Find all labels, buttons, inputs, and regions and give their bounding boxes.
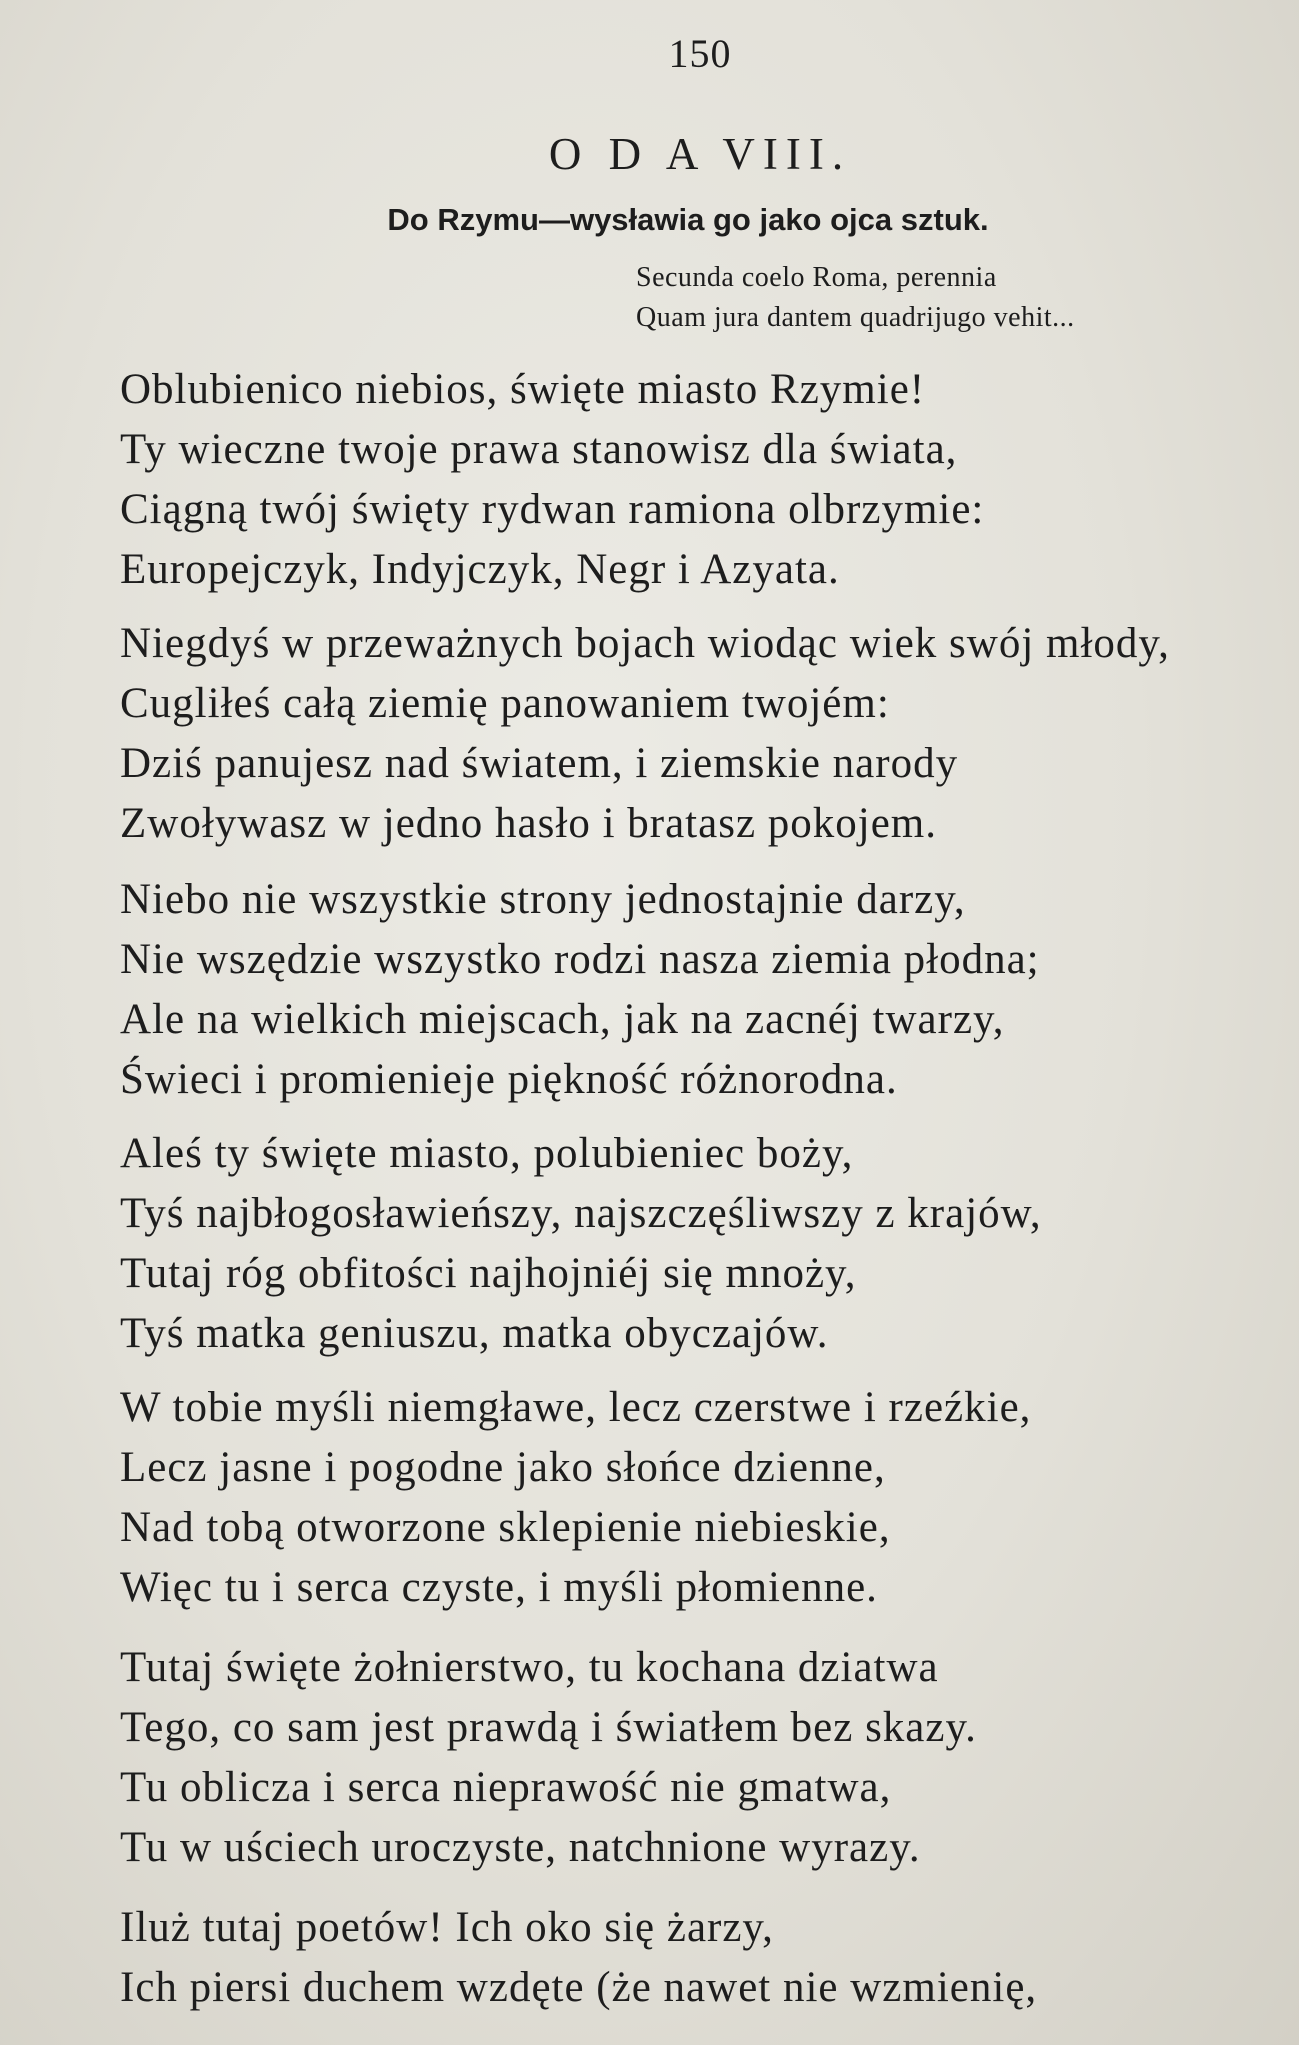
poem-body xyxy=(120,360,1270,2032)
epigraph-line: Quam jura dantem quadrijugo vehit... xyxy=(636,302,1075,333)
verse-line: Zwoływasz w jedno hasło i bratasz pokojem. xyxy=(120,800,938,847)
stanza xyxy=(120,1378,1270,1618)
stanza xyxy=(120,1638,1270,1878)
stanza xyxy=(120,614,1270,854)
verse-line: Tutaj róg obfitości najhojniéj się mnoży, xyxy=(120,1250,857,1297)
verse-line: Tu oblicza i serca nieprawość nie gmatwa, xyxy=(120,1764,892,1811)
verse-line: Ty wieczne twoje prawa stanowisz dla świata, xyxy=(120,426,958,473)
verse-line: Tyś matka geniuszu, matka obyczajów. xyxy=(120,1310,829,1357)
ode-subtitle: Do Rzymu—wysławia go jako ojca sztuk. xyxy=(387,202,989,237)
verse-line: Ciągną twój święty rydwan ramiona olbrzymie: xyxy=(120,486,985,533)
verse-line: Nad tobą otworzone sklepienie niebieskie, xyxy=(120,1504,891,1551)
verse-line: Tego, co sam jest prawdą i światłem bez skazy. xyxy=(120,1704,977,1751)
verse-line: Niegdyś w przeważnych bojach wiodąc wiek swój młody, xyxy=(120,620,1170,667)
verse-line: Iluż tutaj poetów! Ich oko się żarzy, xyxy=(120,1904,774,1951)
verse-line: W tobie myśli niemgławe, lecz czerstwe i rzeźkie, xyxy=(120,1384,1032,1431)
verse-line: Tutaj święte żołnierstwo, tu kochana dziatwa xyxy=(120,1644,939,1691)
verse-line: Lecz jasne i pogodne jako słońce dzienne, xyxy=(120,1444,886,1491)
verse-line: Ale na wielkich miejscach, jak na zacnéj twarzy, xyxy=(120,996,1005,1043)
epigraph xyxy=(636,258,1075,338)
stanza xyxy=(120,870,1270,1110)
verse-line: Niebo nie wszystkie strony jednostajnie darzy, xyxy=(120,876,966,923)
verse-line: Świeci i promienieje piękność różnorodna. xyxy=(120,1056,898,1103)
verse-line: Dziś panujesz nad światem, i ziemskie narody xyxy=(120,740,959,787)
verse-line: Europejczyk, Indyjczyk, Negr i Azyata. xyxy=(120,546,840,593)
stanza xyxy=(120,1124,1270,1364)
verse-line: Ich piersi duchem wzdęte (że nawet nie wzmienię, xyxy=(120,1964,1038,2011)
epigraph-line: Secunda coelo Roma, perennia xyxy=(636,262,997,293)
verse-line: Oblubienico niebios, święte miasto Rzymie! xyxy=(120,366,926,413)
verse-line: Nie wszędzie wszystko rodzi nasza ziemia płodna; xyxy=(120,936,1040,983)
verse-line: Tyś najbłogosławieńszy, najszczęśliwszy z krajów, xyxy=(120,1190,1042,1237)
verse-line: Tu w uściech uroczyste, natchnione wyrazy. xyxy=(120,1824,921,1871)
page-number: 150 xyxy=(668,31,732,76)
ode-title: O D A VIII. xyxy=(548,129,852,179)
verse-line: Cugliłeś całą ziemię panowaniem twojém: xyxy=(120,680,890,727)
verse-line: Aleś ty święte miasto, polubieniec boży, xyxy=(120,1130,854,1177)
verse-line: Więc tu i serca czyste, i myśli płomienne. xyxy=(120,1564,878,1611)
stanza xyxy=(120,1898,1270,2018)
stanza xyxy=(120,360,1270,600)
